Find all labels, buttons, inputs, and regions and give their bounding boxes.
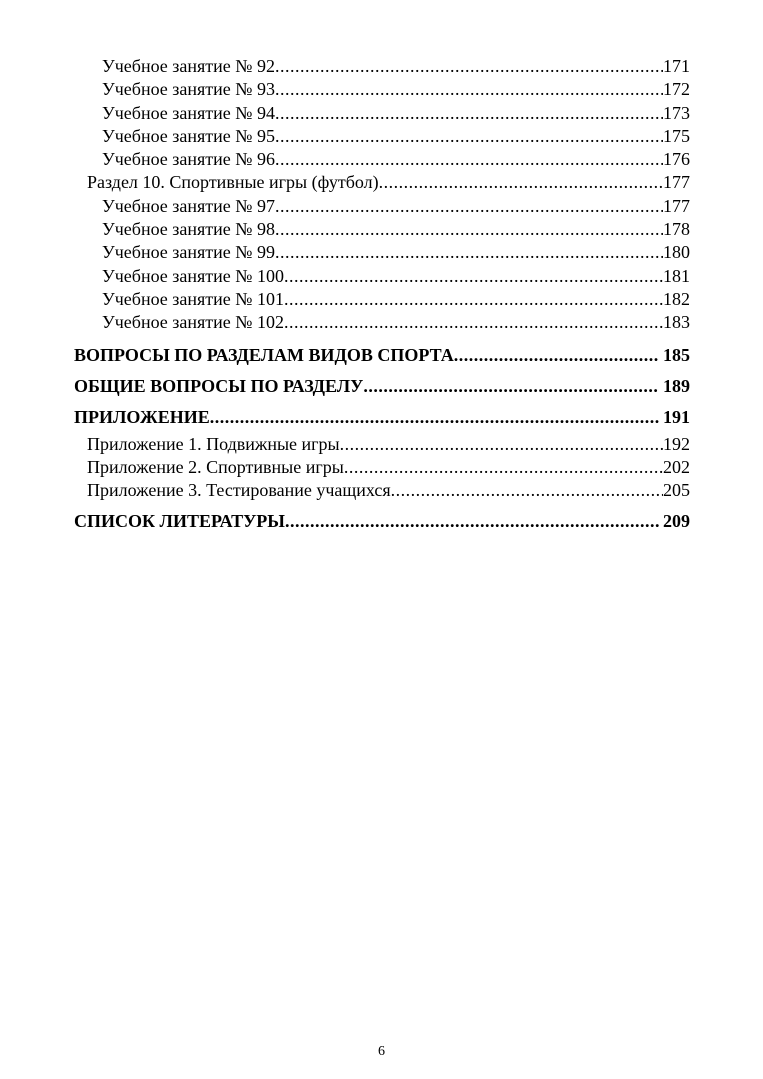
- toc-leader-dots: [275, 218, 663, 241]
- toc-entry-title: Учебное занятие № 93: [102, 79, 275, 100]
- toc-entry-title: Учебное занятие № 92: [102, 56, 275, 76]
- toc-entry-page: 192: [663, 433, 690, 454]
- toc-leader-dots: [275, 125, 663, 148]
- toc-entry-page: 173: [663, 102, 690, 123]
- toc-entry-title: Приложение 3. Тестирование учащихся: [87, 480, 391, 501]
- toc-entry-page: 191: [663, 406, 690, 427]
- toc-leader-dots: [284, 265, 663, 288]
- toc-entry-title: Приложение 2. Спортивные игры: [87, 456, 344, 477]
- toc-entry-section-10[interactable]: [74, 171, 690, 194]
- toc-entry-lesson-93[interactable]: [74, 78, 690, 101]
- toc-entry-lesson-92[interactable]: [74, 55, 690, 78]
- toc-entry-title: Учебное занятие № 94: [102, 102, 275, 123]
- toc-leader-dots: [275, 78, 663, 101]
- toc-entry-page: 177: [663, 172, 690, 193]
- toc-entry-page: 180: [663, 242, 690, 263]
- toc-entry-sport-questions[interactable]: [74, 343, 690, 367]
- toc-leader-dots: [284, 288, 663, 311]
- toc-entry-page: 185: [663, 344, 690, 365]
- toc-leader-dots: [285, 509, 659, 533]
- toc-entry-title: Учебное занятие № 102: [102, 312, 284, 333]
- toc-leader-dots: [363, 374, 659, 398]
- toc-entry-lesson-101[interactable]: [74, 288, 690, 311]
- toc-leader-dots: [275, 241, 663, 264]
- toc-entry-title: Приложение 1. Подвижные игры: [87, 433, 340, 454]
- toc-entry-title: Учебное занятие № 101: [102, 288, 284, 309]
- toc-leader-dots: [275, 102, 663, 125]
- toc-entry-title: Учебное занятие № 96: [102, 149, 275, 170]
- toc-leader-dots: [454, 343, 659, 367]
- toc-entry-general-questions[interactable]: [74, 374, 690, 398]
- toc-entry-title: ОБЩИЕ ВОПРОСЫ ПО РАЗДЕЛУ: [74, 375, 364, 396]
- toc-entry-lesson-96[interactable]: [74, 148, 690, 171]
- toc-entry-title: ПРИЛОЖЕНИЕ: [74, 406, 210, 427]
- toc-entry-lesson-97[interactable]: [74, 195, 690, 218]
- toc-entry-lesson-100[interactable]: [74, 265, 690, 288]
- toc-entry-lesson-94[interactable]: [74, 102, 690, 125]
- toc-leader-dots: [275, 148, 663, 171]
- toc-leader-dots: [210, 405, 659, 429]
- toc-leader-dots: [284, 311, 663, 334]
- toc-entry-references[interactable]: [74, 509, 690, 533]
- toc-entry-title: Раздел 10. Спортивные игры (футбол): [87, 172, 379, 193]
- toc-entry-page: 189: [663, 375, 690, 396]
- toc-leader-dots: [275, 195, 663, 218]
- toc-entry-title: Учебное занятие № 98: [102, 219, 275, 240]
- toc-entry-page: 175: [663, 125, 690, 146]
- toc-entry-title: Учебное занятие № 97: [102, 195, 275, 216]
- page-number: 6: [378, 1044, 385, 1059]
- toc-leader-dots: [391, 479, 663, 502]
- toc-entry-page: 205: [663, 480, 690, 501]
- toc-entry-lesson-98[interactable]: [74, 218, 690, 241]
- toc-leader-dots: [275, 55, 663, 78]
- toc-entry-title: ВОПРОСЫ ПО РАЗДЕЛАМ ВИДОВ СПОРТА: [74, 344, 454, 365]
- toc-entry-title: СПИСОК ЛИТЕРАТУРЫ: [74, 511, 285, 532]
- toc-entry-lesson-99[interactable]: [74, 241, 690, 264]
- toc-leader-dots: [344, 456, 663, 479]
- toc-entry-page: 202: [663, 456, 690, 477]
- toc-leader-dots: [340, 433, 663, 456]
- toc-entry-lesson-102[interactable]: [74, 311, 690, 334]
- toc-entry-appendix-2[interactable]: [74, 456, 690, 479]
- toc-entry-page: 183: [663, 312, 690, 333]
- toc-entry-page: 181: [663, 265, 690, 286]
- toc-entry-page: 209: [663, 511, 690, 532]
- toc-entry-page: 176: [663, 149, 690, 170]
- toc-entry-page: 182: [663, 288, 690, 309]
- toc-entry-appendix-3[interactable]: [74, 479, 690, 502]
- toc-entry-page: 171: [663, 56, 690, 76]
- toc-entry-title: Учебное занятие № 95: [102, 125, 275, 146]
- toc-entry-title: Учебное занятие № 100: [102, 265, 284, 286]
- toc-entry-page: 172: [663, 79, 690, 100]
- table-of-contents: [74, 55, 690, 533]
- toc-entry-lesson-95[interactable]: [74, 125, 690, 148]
- toc-entry-appendix-1[interactable]: [74, 433, 690, 456]
- toc-entry-appendix[interactable]: [74, 405, 690, 429]
- toc-entry-page: 178: [663, 219, 690, 240]
- toc-leader-dots: [379, 171, 663, 194]
- toc-entry-title: Учебное занятие № 99: [102, 242, 275, 263]
- toc-entry-page: 177: [663, 195, 690, 216]
